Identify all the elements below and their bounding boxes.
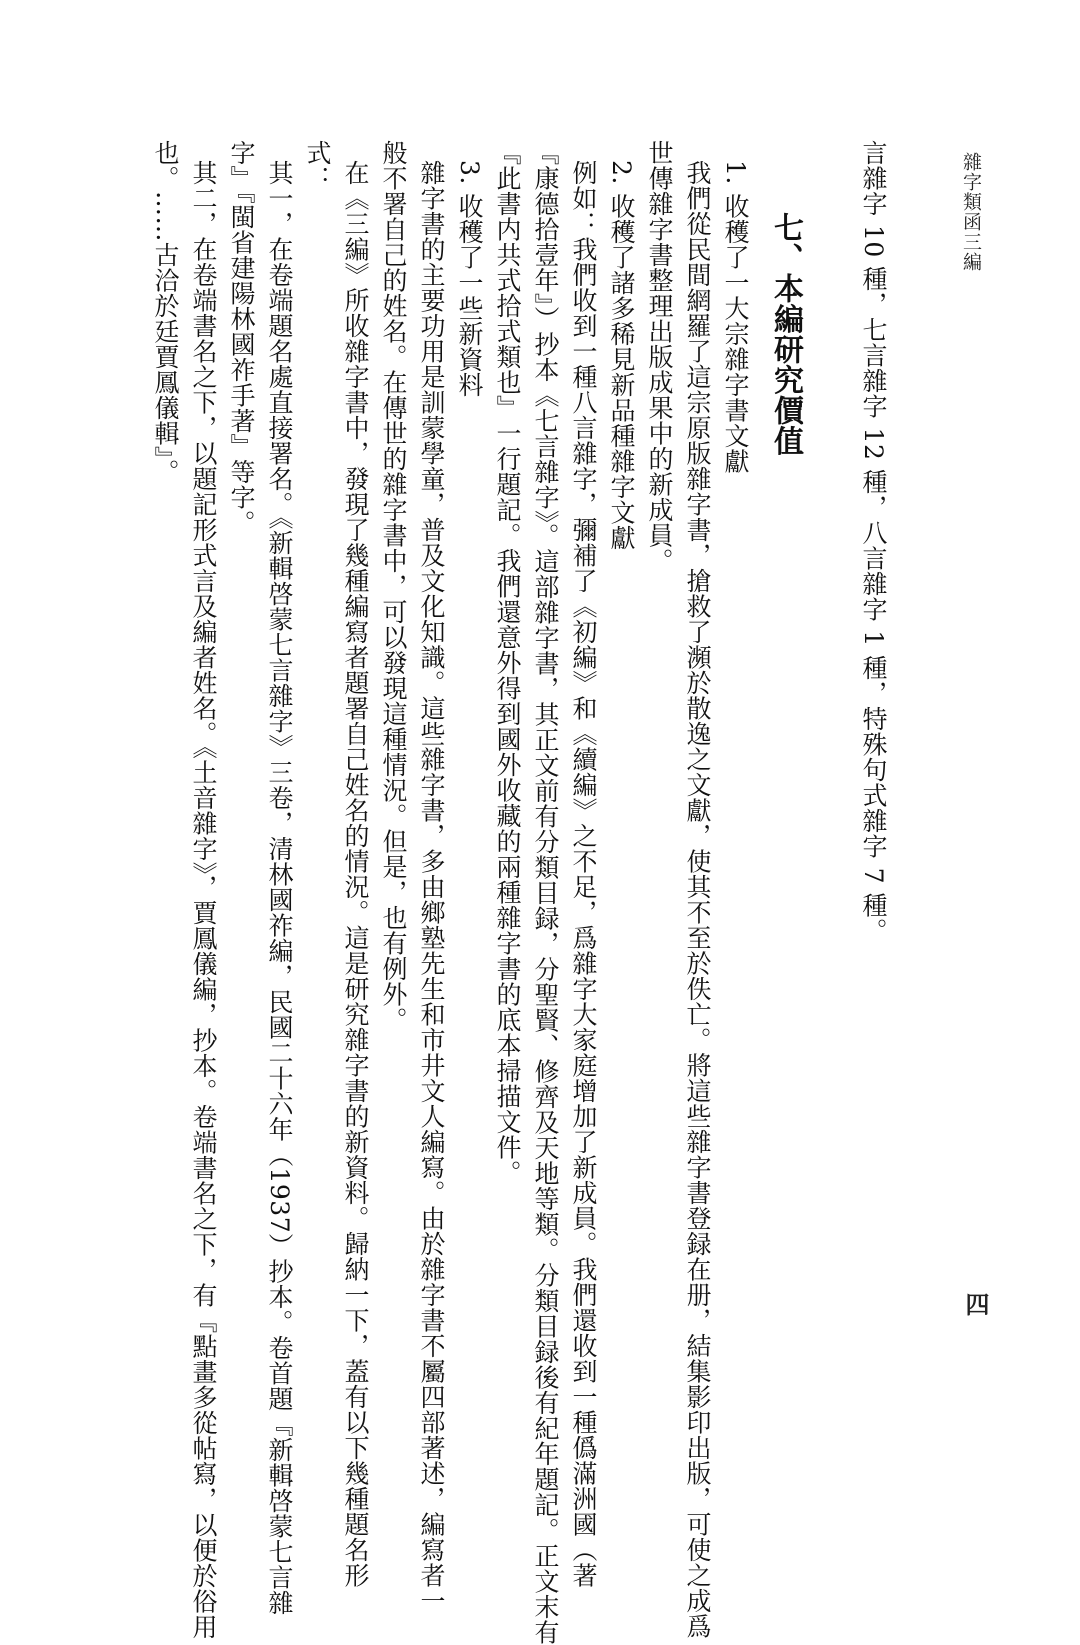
page-number: 四 [961, 1292, 990, 1316]
text-column: 在《三編》所收雜字書中，發現了幾種編寫者題署自己姓名的情況。這是研究雜字書的新資料。歸納一下，蓋有以下幾種題名形 [341, 160, 370, 1588]
subsection-heading: 3. 收穫了一些新資料 [455, 160, 484, 398]
section-heading: 七、本編研究價值 [768, 212, 803, 456]
text-column: 其一，在卷端題名處直接署名。《新輯啓蒙七言雜字》三卷，清林國祚編，民國二十六年（1937）抄本。卷首題『新輯啓蒙七言雜 [265, 160, 294, 1616]
text-column: 式： [303, 140, 332, 191]
text-column: 我們從民間網羅了這宗原版雜字書，搶救了瀕於散逸之文獻，使其不至於佚亡。將這些雜字書登録在册，結集影印出版，可使之成爲 [683, 160, 712, 1639]
subsection-heading: 1. 收穫了一大宗雜字書文獻 [721, 160, 750, 474]
text-column: 也。……古洽於廷賈鳳儀輯』。 [151, 140, 180, 485]
text-column: 言雜字 10 種，七言雜字 12 種，八言雜字 1 種，特殊句式雜字 7 種。 [859, 140, 888, 944]
text-column: 『康德拾壹年』）抄本《七言雜字》。這部雜字書，其正文前有分類目録，分聖賢、修齊及天地等類。分類目録後有紀年題記。正文末有 [531, 140, 560, 1645]
text-column: 例如：我們收到一種八言雜字，彌補了《初編》和《續編》之不足，爲雜字大家庭增加了新成員。我們還收到一種僞滿洲國（著 [569, 160, 598, 1588]
text-column: 世傳雜字書整理出版成果中的新成員。 [645, 140, 674, 574]
text-column: 般不署自己的姓名。在傳世的雜字書中，可以發現這種情況。但是，也有例外。 [379, 140, 408, 1033]
body-text [146, 140, 892, 1645]
text-column: 雜字書的主要功用是訓蒙學童，普及文化知識。這些雜字書，多由鄉塾先生和市井文人編寫。由於雜字書不屬四部著述，編寫者一 [417, 160, 446, 1614]
subsection-heading: 2. 收穫了諸多稀見新品種雜字文獻 [607, 160, 636, 551]
text-column: 『此書内共式拾式類也』一行題記。我們還意外得到國外收藏的兩種雜字書的底本掃描文件。 [493, 140, 522, 1186]
running-head: 雜字類函三編 [960, 152, 982, 272]
text-column: 字』『閩省建陽林國祚手著』等字。 [227, 140, 256, 536]
text-column: 其二，在卷端書名之下，以題記形式言及編者姓名。《土音雜字》，賈鳳儀編，抄本。卷端書名之下，有『點畫多從帖寫，以便於俗用 [189, 160, 218, 1640]
